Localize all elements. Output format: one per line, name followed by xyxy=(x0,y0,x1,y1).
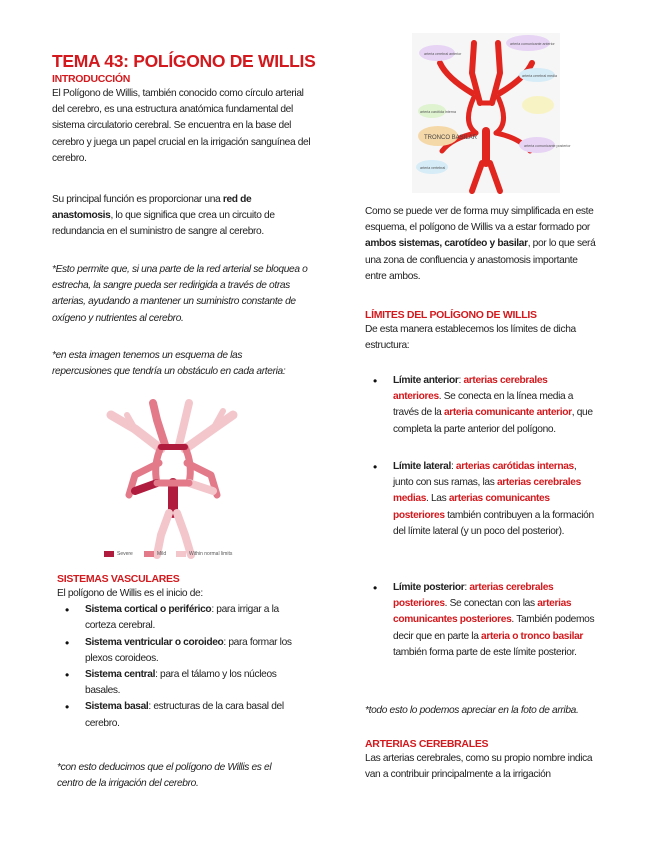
intro-paragraph-2: Su principal función es proporcionar una red de anastomosis, lo que significa que crea un circuito de redundancia en el suministro de sangre al cerebro. xyxy=(52,194,275,238)
list-item: • Límite anterior: arterias cerebrales anteriores. Se conecta en la línea media a través de la arteria comunicante anterior, que completa la parte anterior del polígono. xyxy=(365,373,597,438)
limits-list xyxy=(365,373,597,438)
willis-diagram xyxy=(412,33,571,193)
diagram-label-acomp: arteria comunicante posterior xyxy=(524,144,571,148)
list-item: • Sistema basal: estructuras de la cara basal del cerebro. xyxy=(57,699,307,731)
limits-list-2 xyxy=(365,459,597,540)
legend-label-normal: Within normal limits xyxy=(189,551,233,557)
right-paragraph-1: Como se puede ver de forma muy simplificada en este esquema, el polígono de Willis va a estar formado por ambos sistemas, carotídeo y basilar, por lo que será una zona de confluencia y anastomosis importante entre ambos. xyxy=(365,206,596,282)
posterior-cerebral-right xyxy=(189,483,213,491)
limits-section xyxy=(365,308,597,354)
legend-swatch-mild xyxy=(144,551,154,557)
legend-label-mild: Mild xyxy=(157,551,167,557)
posterior-cerebral-left xyxy=(135,483,157,491)
arteries-text: Las arterias cerebrales, como su propio nombre indica van a contribuir principalmente a la irrigación xyxy=(365,753,593,781)
systems-list xyxy=(57,602,307,732)
intro-note-2: *en esta imagen tenemos un esquema de las repercusiones que tendría un obstáculo en cada arteria: xyxy=(52,350,286,378)
diagram-label-acp: arteria cerebral anterior xyxy=(424,52,462,56)
right-note: *todo esto lo podemos apreciar en la foto de arriba. xyxy=(365,705,579,716)
diagram-label-acm: arteria cerebral media xyxy=(522,74,557,78)
list-item: • Sistema ventricular o coroideo: para formar los plexos coroideos. xyxy=(57,635,307,667)
vertebral-right xyxy=(177,513,191,555)
legend-label-severe: Severe xyxy=(117,551,133,557)
limits-heading: LÍMITES DEL POLÍGONO DE WILLIS xyxy=(365,309,537,321)
list-item: • Límite posterior: arterias cerebrales posteriores. Se conectan con las arterias comunicantes posteriores. También podemos decir que en parte la arteria o tronco basilar también forma parte de este límite posterior. xyxy=(365,580,597,661)
diagram-label-aci: arteria carótida interna xyxy=(420,110,456,114)
limits-list-3 xyxy=(365,580,597,661)
systems-intro: El polígono de Willis es el inicio de: xyxy=(57,588,203,599)
anterior-cerebral-right xyxy=(179,403,189,445)
arteries-section xyxy=(365,737,597,783)
legend-swatch-severe xyxy=(104,551,114,557)
systems-heading: SISTEMAS VASCULARES xyxy=(57,573,180,585)
willis-diagram-svg xyxy=(412,33,571,193)
systems-note: *con esto deducimos que el polígono de Willis es el centro de la irrigación del cerebro. xyxy=(57,762,272,790)
intro-note-1: *Esto permite que, si una parte de la red arterial se bloquea o estrecha, la sangre pueda ser redirigida a través de otras arterias, ayudando a mantener un suministro constante de oxígeno y nutrientes al cerebro. xyxy=(52,264,308,324)
arteries-heading: ARTERIAS CEREBRALES xyxy=(365,738,489,750)
page-title: TEMA 43: POLÍGONO DE WILLIS xyxy=(52,51,316,71)
list-item: • Límite lateral: arterias carótidas internas, junto con sus ramas, las arterias cerebrales medias. Las arterias comunicantes posteriores también contribuyen a la formación del límite lateral (y un poco del posterior). xyxy=(365,459,597,540)
diagram-legend xyxy=(104,551,274,559)
systems-section xyxy=(57,572,307,732)
list-item: • Sistema cortical o periférico: para irrigar a la corteza cerebral. xyxy=(57,602,307,634)
diagram-label-acom: arteria comunicante anterior xyxy=(510,42,555,46)
obstruction-diagram xyxy=(95,395,275,565)
diagram-label-basilar: TRONCO BASILAR xyxy=(424,135,478,141)
middle-cerebral-right xyxy=(185,415,233,449)
intro-paragraph-1: El Polígono de Willis, también conocido como círculo arterial del cerebro, es una estructura anatómica fundamental del sistema circulatorio cerebral. Se encuentra en la base del cerebro y juega un papel crucial en la irrigación sanguínea del cerebro. xyxy=(52,88,311,164)
vertebral-left xyxy=(157,513,169,555)
intro-heading: INTRODUCCIÓN xyxy=(52,73,131,85)
list-item: • Sistema central: para el tálamo y los núcleos basales. xyxy=(57,667,307,699)
limits-intro: De esta manera establecemos los límites de dicha estructura: xyxy=(365,324,576,352)
diagram-label-vertebral: arteria vertebral xyxy=(420,166,446,170)
legend-swatch-normal xyxy=(176,551,186,557)
